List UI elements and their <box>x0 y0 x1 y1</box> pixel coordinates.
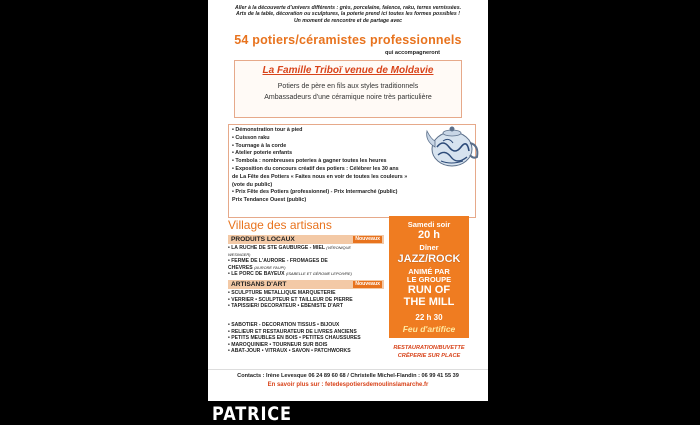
activity-item: (vote du public) <box>232 181 273 188</box>
activity-item: • Tournage à la corde <box>232 142 287 149</box>
activity-item: • Atelier poterie enfants <box>232 150 293 157</box>
activity-item: • Exposition du concours créatif des potiers : Célébrer les 30 ans <box>232 165 399 172</box>
list-item: CHÈVRES (AURORE FAUP!) <box>228 264 286 271</box>
catering-info <box>389 345 469 360</box>
activity-item: de La Fête des Potiers « Faites nous en voir de toutes les couleurs » <box>232 173 408 180</box>
local-products-list <box>228 245 386 278</box>
village-title: Village des artisans <box>228 218 332 232</box>
artisans-label: ARTISANS D'ART <box>231 281 287 288</box>
intro-line: Un moment de rencontre et de partage avec <box>293 17 403 24</box>
new-badge: Nouveaux <box>355 236 380 242</box>
catering-line: CRÊPERIE SUR PLACE <box>397 352 461 359</box>
village-section <box>228 218 386 368</box>
activities-list <box>232 127 442 205</box>
evening-dinner: Dîner <box>419 243 439 252</box>
family-description-line: Ambassadeurs d'une céramique noire très particulière <box>264 94 432 101</box>
evening-group-label: LE GROUPE <box>406 275 452 284</box>
evening-music: JAZZ/ROCK <box>397 253 461 265</box>
list-item: • VERRIER • SCULPTEUR ET TAILLEUR DE PIERRE <box>228 296 353 303</box>
flyer-poster <box>208 0 488 401</box>
activity-item: • Démonstration tour à pied <box>232 127 303 133</box>
featured-family-box <box>234 60 462 118</box>
intro-line: Arts de la table, décoration ou sculptures, la poterie prend ici toutes les formes possibles ! <box>236 11 460 18</box>
catering-line: RESTAURATION/BUVETTE <box>393 345 465 351</box>
caption-bar <box>0 401 700 425</box>
footer <box>208 369 488 401</box>
other-artisans-list <box>228 322 386 355</box>
activity-item: Prix Tendance Ouest (public) <box>232 197 307 204</box>
list-item: • TAPISSIER/ DÉCORATEUR • ÉBÉNISTE D'ART <box>228 303 343 310</box>
band-name-line: RUN OF <box>407 284 451 296</box>
list-item: • SABOTIER - DÉCORATION TISSUS • BIJOUX <box>228 322 340 328</box>
local-products-label: PRODUITS LOCAUX <box>231 236 295 243</box>
evening-time: 20 h <box>417 229 440 241</box>
activity-item: • Tombola : nombreuses poteries à gagner toutes les heures <box>232 158 387 165</box>
list-item: • FERME DE L'AURORE - FROMAGES DE <box>228 258 328 265</box>
list-item: • SCULPTURE MÉTALLIQUE MARQUETERIE <box>228 290 336 296</box>
website-link[interactable]: En savoir plus sur : fetedespotiersdemoulinslamarche.fr <box>267 382 429 388</box>
evening-animated-by: ANIMÉ PAR <box>408 267 450 276</box>
intro-line: Aller à la découverte d'univers différents : grès, porcelaine, faïence, raku, terres vernissées. <box>234 5 462 11</box>
contacts-text: Contacts : Irène Levesque 06 24 89 60 68 / Christelle Michel-Flandin : 06 99 41 55 39 <box>237 373 459 379</box>
list-item: • MAROQUINIER • TOURNEUR SUR BOIS <box>228 341 328 348</box>
list-item: • RELIEUR ET RESTAURATEUR DE LIVRES ANCIENS <box>228 328 357 335</box>
list-item: • LA RUCHE DE STE GAUBURGE - MIEL (VÉRONIQUE <box>228 245 351 251</box>
family-title: La Famille Triboï venue de Moldavie <box>262 65 434 76</box>
evening-program-box <box>389 216 469 338</box>
activity-item: • Cuisson raku <box>232 134 270 141</box>
headline: 54 potiers/céramistes professionnels <box>234 33 462 47</box>
fireworks-time: 22 h 30 <box>415 313 443 322</box>
fireworks-label: Feu d'artifice <box>402 324 456 334</box>
band-name-line: THE MILL <box>403 296 455 308</box>
artisans-list <box>228 290 386 310</box>
list-item: • LE PORC DE BAYEUX (ISABELLE ET GÉROME LEPOIVRE) <box>228 271 352 278</box>
list-item: WESINGER) <box>228 251 251 257</box>
caption-name: PATRICE <box>212 403 292 425</box>
local-products-header <box>228 235 384 244</box>
family-description-line: Potiers de père en fils aux styles traditionnels <box>277 83 419 90</box>
list-item: • PETITS MEUBLES EN BOIS • PETITES CHAUSSURES <box>228 335 361 342</box>
activities-box <box>228 124 476 218</box>
activity-item: • Prix Fête des Potiers (professionnel) - Prix Intermarché (public) <box>232 189 398 196</box>
subhead: qui accompagneront <box>384 50 440 56</box>
new-badge: Nouveaux <box>355 281 380 287</box>
teapot-image <box>423 117 481 173</box>
list-item: • ABAT-JOUR • VITRAUX • SAVON • PATCHWORKS <box>228 348 351 355</box>
artisans-header <box>228 280 384 289</box>
evening-day: Samedi soir <box>407 220 451 229</box>
intro-text <box>228 5 468 24</box>
